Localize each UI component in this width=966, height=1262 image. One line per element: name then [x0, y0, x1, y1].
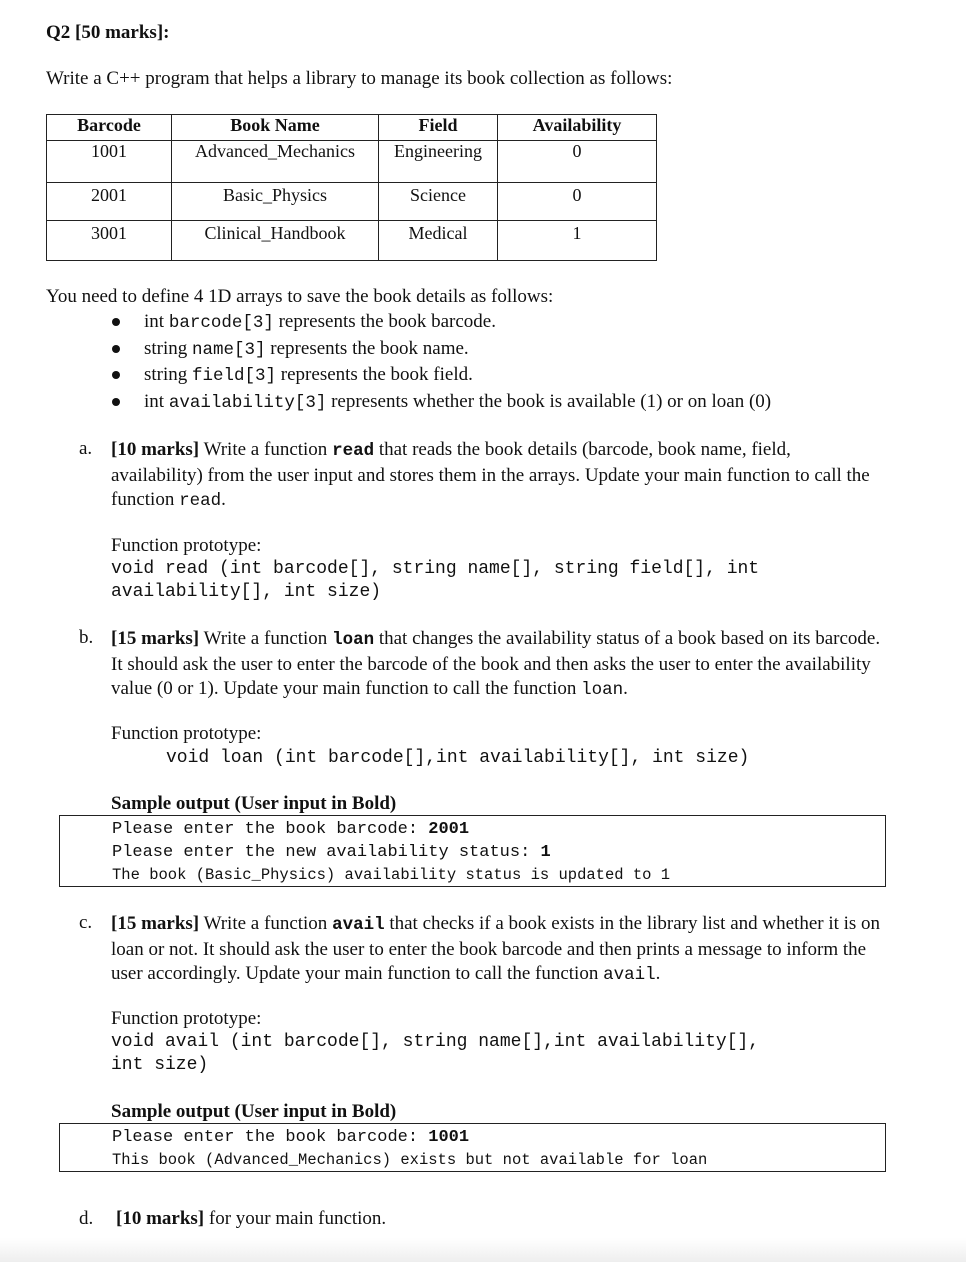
- part-b-fn: loan: [332, 630, 375, 650]
- array-code: availability[3]: [168, 392, 327, 413]
- part-a-text1: Write a function: [203, 439, 328, 460]
- sample-input: 1: [540, 843, 551, 862]
- page-bottom-shadow: [0, 1238, 966, 1262]
- array-desc: represents the book name.: [270, 337, 469, 359]
- part-c-fn: avail: [332, 915, 385, 935]
- question-title: Q2 [50 marks]:: [46, 22, 170, 43]
- part-a-letter: a.: [79, 438, 93, 459]
- list-item: [112, 389, 771, 416]
- part-c-text: [111, 912, 881, 988]
- cell-book-name: Advanced_Mechanics: [172, 141, 379, 183]
- sample-line: [112, 841, 885, 864]
- sample-input: 1001: [428, 1128, 470, 1147]
- cell-book-name: Basic_Physics: [172, 183, 379, 221]
- part-a-proto-label: Function prototype:: [111, 535, 262, 556]
- part-a-text2: that reads the book details (barcode, book name, field, availability) from the user input and stores them in the arrays. Update your main function to call the function: [111, 439, 870, 510]
- bullet-icon: [112, 318, 120, 326]
- header-book-name: Book Name: [172, 115, 379, 141]
- part-a-text: [111, 438, 881, 514]
- part-d-text: [116, 1208, 386, 1230]
- table-row: [47, 183, 657, 221]
- arrays-intro: You need to define 4 1D arrays to save the book details as follows:: [46, 286, 554, 307]
- sample-line: [112, 1126, 885, 1149]
- array-desc: represents the book field.: [280, 364, 473, 385]
- part-a-proto-line1: void read (int barcode[], string name[], string field[], int: [111, 559, 760, 579]
- table-row: [47, 221, 657, 261]
- part-a-fn: read: [332, 441, 375, 461]
- book-table: [46, 114, 657, 261]
- bullet-icon: [112, 371, 120, 379]
- array-code: barcode[3]: [168, 313, 274, 333]
- array-type: int: [144, 390, 165, 412]
- part-d-desc: for your main function.: [208, 1208, 387, 1229]
- part-c-marks: [15 marks]: [111, 913, 200, 934]
- part-c-proto-label: Function prototype:: [111, 1008, 262, 1029]
- cell-field: Science: [379, 183, 498, 221]
- bullet-icon: [112, 345, 120, 353]
- part-c-fn-end: avail: [603, 965, 656, 985]
- part-b-text1: Write a function: [203, 628, 328, 649]
- array-type: string: [144, 364, 188, 385]
- table-header-row: [47, 115, 657, 141]
- array-desc: represents whether the book is available (1) or on loan (0): [331, 390, 772, 412]
- sample-prompt: Please enter the book barcode:: [112, 820, 429, 839]
- table-row: [47, 141, 657, 183]
- array-type: int: [144, 311, 165, 332]
- cell-field: Engineering: [379, 141, 498, 183]
- part-b-text: [111, 627, 881, 703]
- part-b-period: .: [623, 678, 628, 699]
- part-a-proto-line2: availability[], int size): [111, 582, 382, 602]
- part-c-proto-line2: int size): [111, 1055, 209, 1075]
- sample-result: This book (Advanced_Mechanics) exists but not available for loan: [112, 1151, 708, 1169]
- part-b-fn-end: loan: [581, 680, 624, 700]
- array-code: name[3]: [192, 339, 266, 360]
- array-code: field[3]: [192, 366, 277, 386]
- arrays-list: [112, 309, 771, 415]
- part-d-marks: [10 marks]: [116, 1208, 205, 1229]
- part-c-text1: Write a function: [203, 913, 328, 934]
- cell-availability: 1: [498, 221, 657, 261]
- question-intro: Write a C++ program that helps a library to manage its book collection as follows:: [46, 68, 673, 89]
- part-a-fn-end: read: [179, 491, 222, 511]
- list-item: [112, 309, 771, 336]
- part-a-period: .: [221, 489, 226, 510]
- array-type: string: [144, 337, 188, 359]
- list-item: [112, 336, 771, 363]
- cell-availability: 0: [498, 183, 657, 221]
- part-c-sample-output: [59, 1123, 886, 1172]
- cell-barcode: 1001: [47, 141, 172, 183]
- sample-result: The book (Basic_Physics) availability status is updated to 1: [112, 866, 671, 884]
- part-c-sample-title: Sample output (User input in Bold): [111, 1101, 397, 1122]
- part-c-proto-line1: void avail (int barcode[], string name[],int availability[],: [111, 1032, 760, 1052]
- part-c-letter: c.: [79, 912, 93, 933]
- cell-book-name: Clinical_Handbook: [172, 221, 379, 261]
- part-b-sample-output: [59, 815, 886, 887]
- sample-line: [112, 818, 885, 841]
- part-b-marks: [15 marks]: [111, 628, 200, 649]
- cell-field: Medical: [379, 221, 498, 261]
- sample-prompt: Please enter the book barcode:: [112, 1128, 429, 1147]
- sample-prompt: Please enter the new availability status:: [112, 843, 541, 862]
- sample-input: 2001: [428, 820, 470, 839]
- part-c-text2: that checks if a book exists in the library list and whether it is on loan or not. It should ask the user to enter the book barcode and then prints a message to inform the user accordingly. Update your main function to call the function: [111, 913, 881, 984]
- array-desc: represents the book barcode.: [278, 311, 496, 332]
- part-b-proto-line1: void loan (int barcode[],int availability[], int size): [166, 748, 750, 768]
- header-barcode: Barcode: [47, 115, 172, 141]
- list-item: [112, 362, 771, 389]
- part-d-letter: d.: [79, 1208, 94, 1229]
- header-field: Field: [379, 115, 498, 141]
- cell-barcode: 2001: [47, 183, 172, 221]
- part-a-marks: [10 marks]: [111, 439, 200, 460]
- cell-barcode: 3001: [47, 221, 172, 261]
- part-b-letter: b.: [79, 627, 94, 648]
- part-b-proto-label: Function prototype:: [111, 723, 262, 744]
- cell-availability: 0: [498, 141, 657, 183]
- part-b-text2: that changes the availability status of a book based on its barcode. It should ask the user to enter the barcode of the book and then asks the user to enter the availability value (0 or 1). Update your main function to call the function: [111, 628, 881, 699]
- part-b-sample-title: Sample output (User input in Bold): [111, 793, 397, 814]
- header-availability: Availability: [498, 115, 657, 141]
- bullet-icon: [112, 398, 120, 406]
- part-c-period: .: [655, 963, 661, 984]
